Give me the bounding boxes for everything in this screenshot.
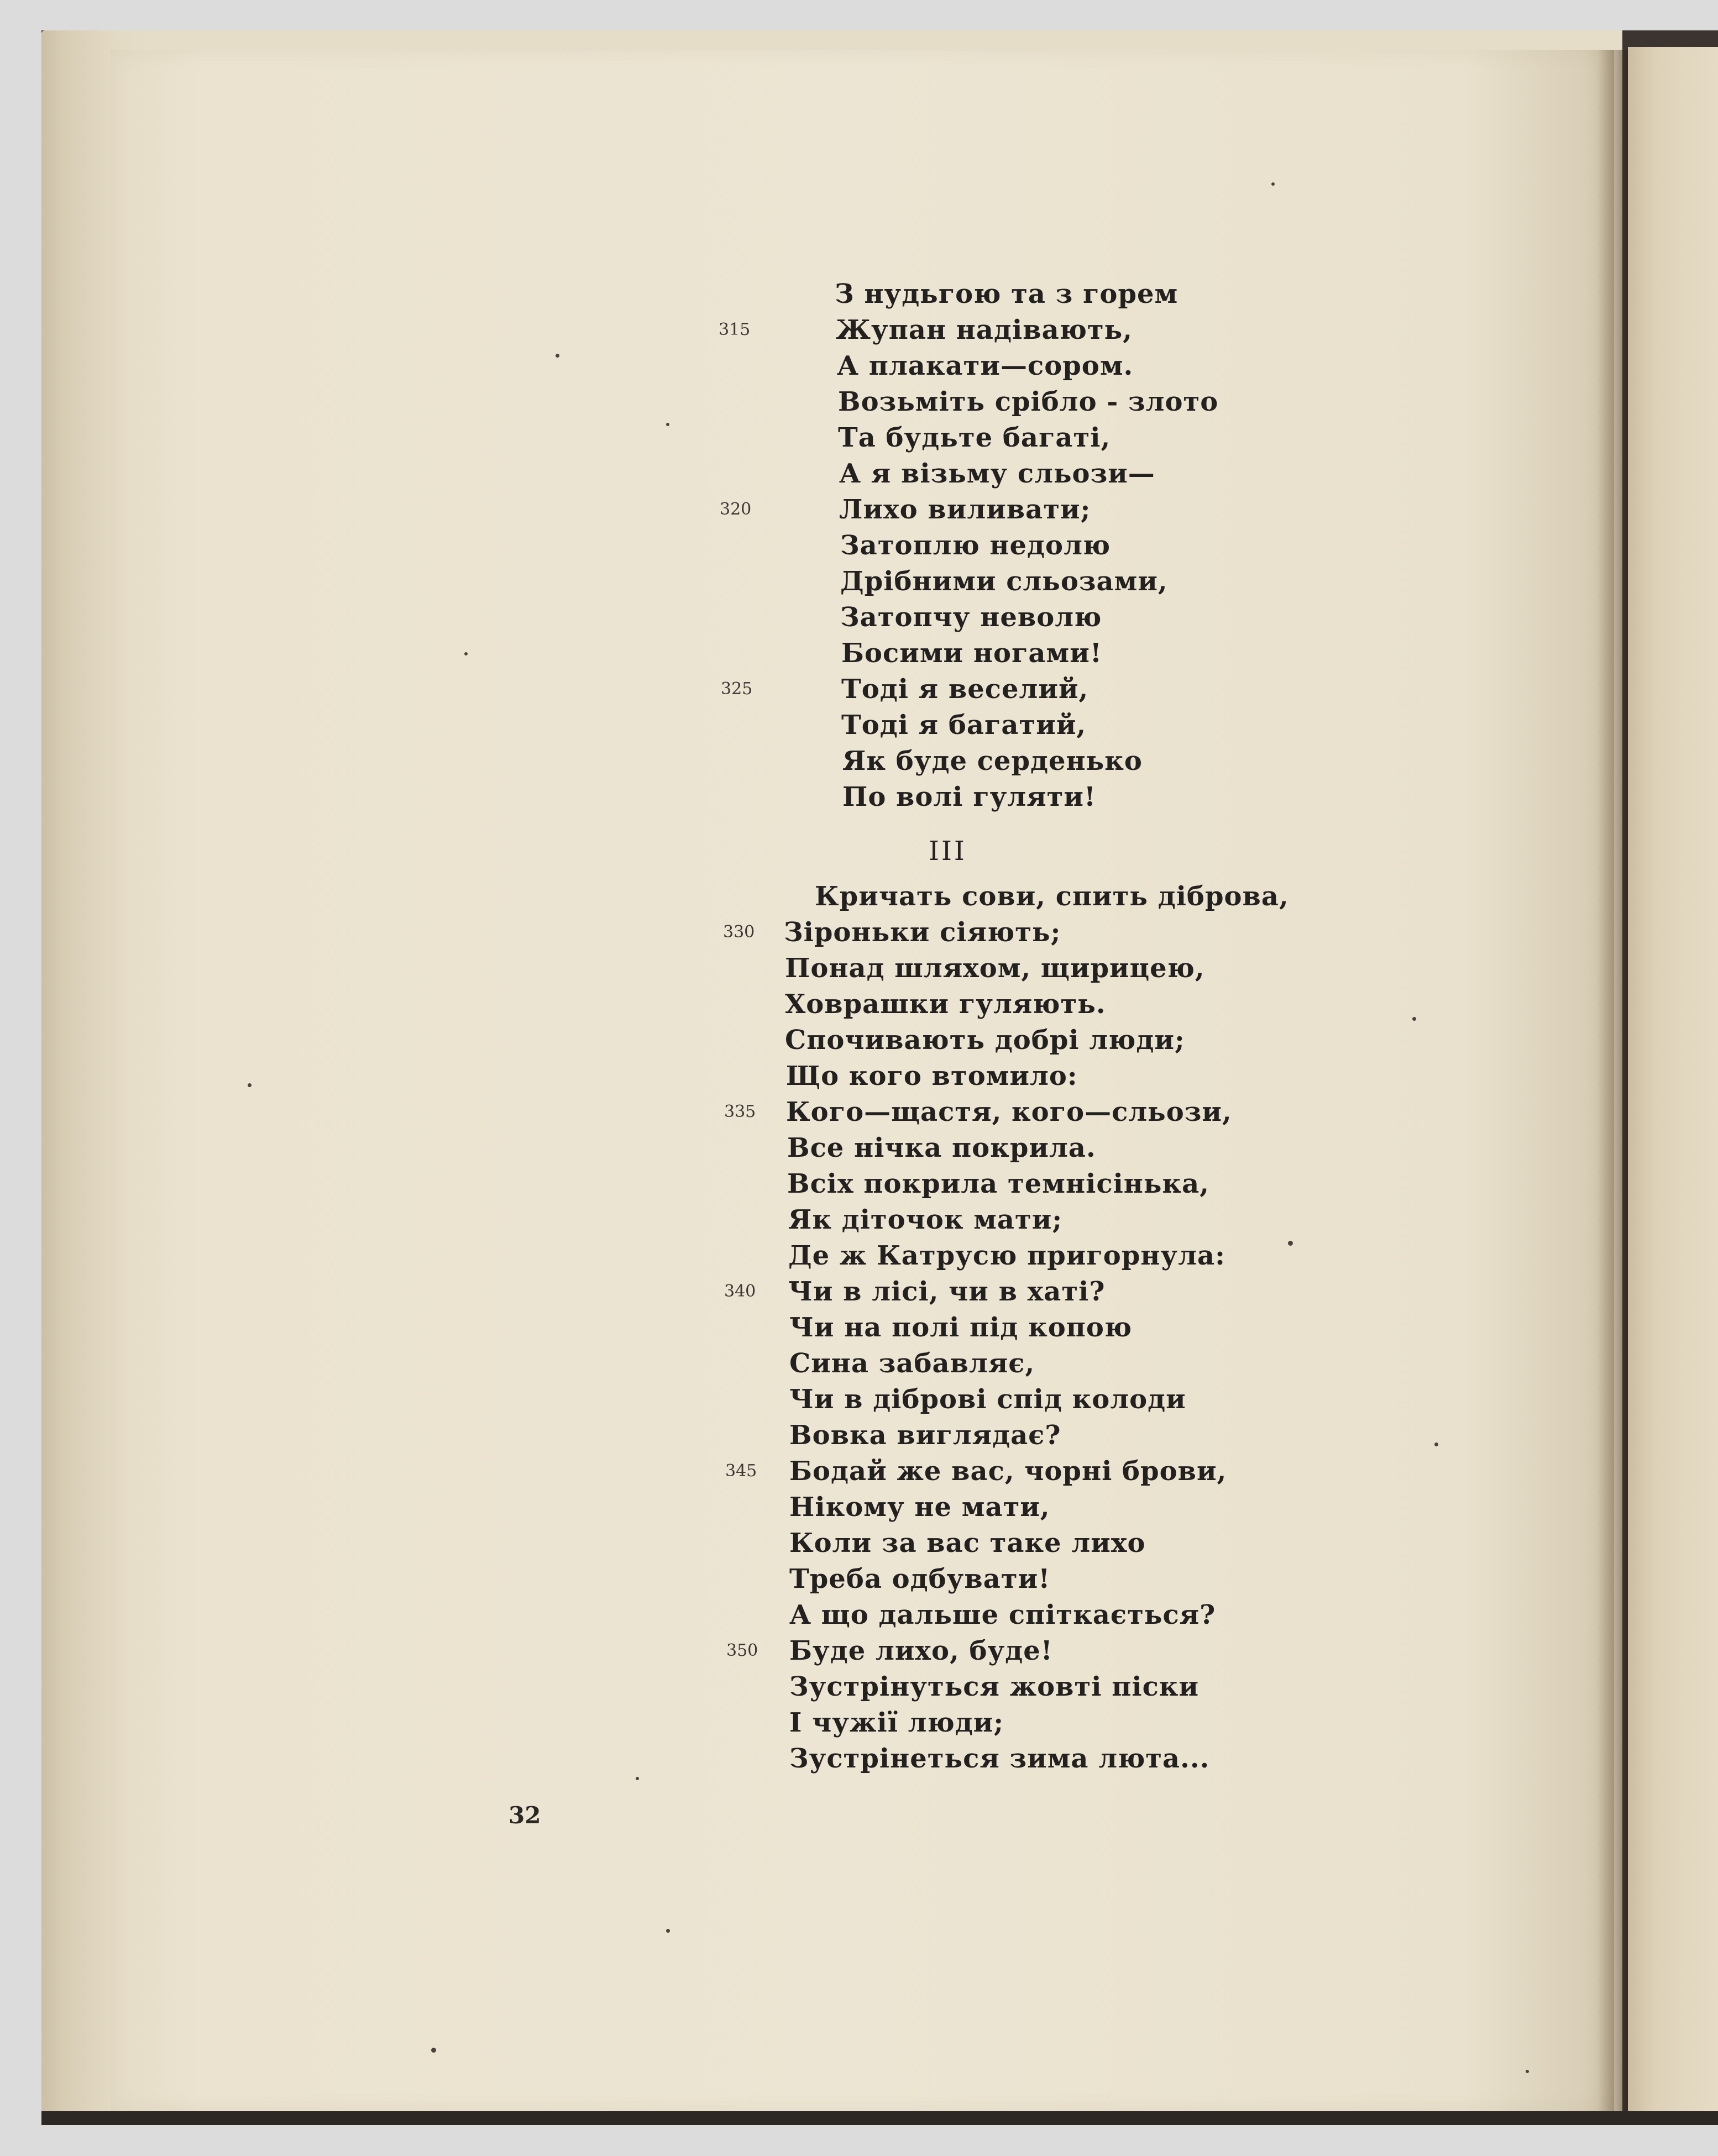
verse-line: Вовка виглядає? [789, 1420, 1061, 1451]
verse-line: Бодай же вас, чорні брови, [789, 1456, 1227, 1487]
paper-speck [1526, 2070, 1529, 2073]
verse-line: Спочивають добрі люди; [785, 1025, 1185, 1056]
page-number: 32 [509, 1802, 541, 1829]
verse-line: З нудьгою та з горем [835, 279, 1178, 310]
paper-speck [556, 354, 559, 358]
paper-speck [666, 1929, 670, 1933]
verse-line: Чи в лісі, чи в хаті? [788, 1276, 1106, 1307]
verse-line: Коли за вас таке лихо [789, 1528, 1146, 1559]
verse-line: Жупан надівають, [836, 314, 1133, 345]
paper-speck [464, 652, 468, 655]
verse-line: Де ж Катрусю пригорнула: [788, 1240, 1225, 1271]
verse-line: Ховрашки гуляють. [785, 989, 1106, 1020]
verse-line: Кого—щастя, кого—сльози, [786, 1097, 1232, 1127]
paper-speck [1271, 182, 1275, 186]
paper-speck [666, 423, 669, 426]
line-number: 340 [724, 1282, 756, 1301]
verse-line: Затопчу неволю [840, 602, 1102, 633]
verse-line: Нікому не мати, [789, 1492, 1050, 1523]
verse-line: По волі гуляти! [842, 781, 1097, 812]
paper-speck [636, 1777, 639, 1780]
paper-speck [1412, 1017, 1416, 1021]
verse-line: А плакати—сором. [837, 350, 1134, 381]
book-bottom-edge [41, 2111, 1718, 2125]
verse-line: Затоплю недолю [840, 530, 1111, 561]
book-gutter [1597, 50, 1631, 2111]
verse-line: І чужії люди; [789, 1707, 1004, 1738]
verse-line: Все нічка покрила. [787, 1132, 1096, 1163]
verse-line: Як діточок мати; [788, 1204, 1063, 1235]
verse-line: Буде лихо, буде! [789, 1635, 1053, 1666]
verse-line: Сина забавляє, [789, 1348, 1035, 1379]
verse-line: Та будьте багаті, [838, 422, 1111, 453]
verse-line: А що дальше спіткається? [789, 1599, 1216, 1630]
facing-page-edge [1628, 47, 1718, 2111]
line-number: 320 [720, 500, 752, 519]
verse-line: Чи на полі під копою [789, 1312, 1133, 1343]
verse-line: Тоді я веселий, [841, 674, 1089, 705]
paper-speck [248, 1083, 252, 1087]
verse-line: Треба одбувати! [789, 1564, 1051, 1594]
verse-line: Чи в діброві спід колоди [789, 1384, 1186, 1415]
verse-line: А я візьму сльози— [839, 458, 1155, 489]
paper-speck [1434, 1442, 1438, 1446]
verse-line: Возьміть срібло - злото [838, 386, 1219, 417]
verse-line: Всіх покрила темнісінька, [787, 1168, 1209, 1199]
verse-line: Зустрінеться зима люта... [789, 1743, 1210, 1774]
verse-line: Лихо виливати; [839, 494, 1091, 525]
line-number: 345 [725, 1461, 757, 1481]
verse-line: Босими ногами! [841, 638, 1102, 669]
line-number: 325 [721, 679, 753, 699]
line-number: 335 [724, 1102, 756, 1121]
verse-line: Що кого втомило: [786, 1061, 1078, 1092]
verse-line: Тоді я багатий, [841, 710, 1087, 741]
line-number: 315 [719, 320, 751, 339]
line-number: 350 [726, 1641, 758, 1660]
section-heading: III [929, 836, 967, 867]
paper-speck [1288, 1241, 1293, 1246]
verse-line: Зустрінуться жовті піски [789, 1671, 1200, 1702]
verse-line: Як буде серденько [842, 746, 1143, 777]
verse-line: Дрібними сльозами, [840, 566, 1168, 597]
verse-line: Зіроньки сіяють; [784, 917, 1061, 948]
verse-line: Понад шляхом, щирицею, [785, 953, 1205, 984]
line-number: 330 [723, 922, 755, 942]
paper-speck [431, 2048, 436, 2053]
verse-line: Кричать сови, спить діброва, [815, 881, 1289, 912]
